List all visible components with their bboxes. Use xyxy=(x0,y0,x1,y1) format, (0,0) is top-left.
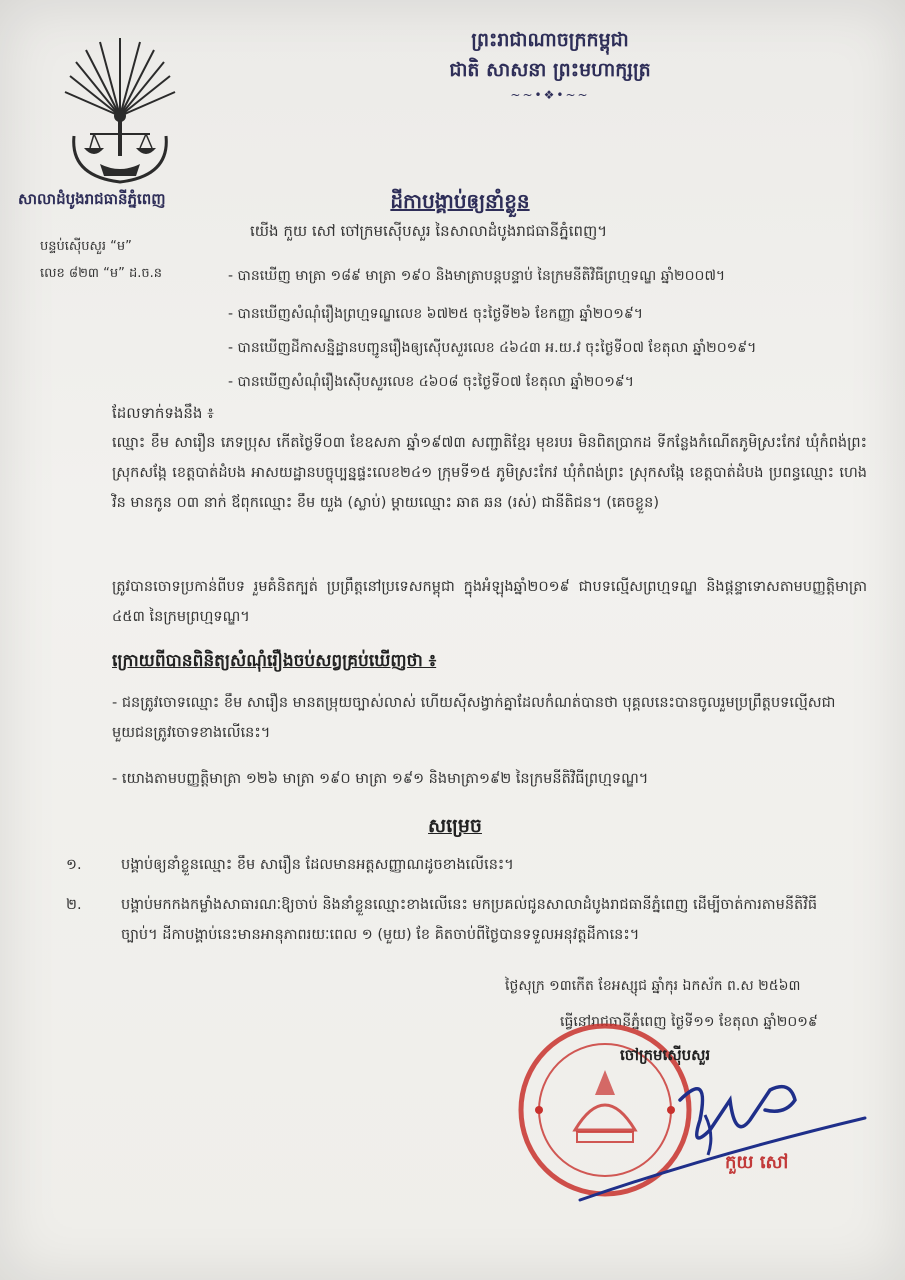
consideration-item: - បានឃើញ មាត្រា ១៨៩ មាត្រា ១៩០ និងមាត្រាបន្តបន្ទាប់ នៃក្រមនីតិវិធីព្រហ្មទណ្ឌ ឆ្នាំ២០០៧។ xyxy=(228,268,726,284)
court-name: សាលាដំបូងរាជធានីភ្នំពេញ xyxy=(18,190,166,208)
order-number: ២. xyxy=(66,897,82,913)
person-paragraph: ឈ្មោះ ខឹម សារឿន ភេទប្រុស កើតថ្ងៃទី០៣ ខែឧសភា ឆ្នាំ១៩៧៣ សញ្ជាតិខ្មែរ មុខរបរ មិនពិតប្រាកដ ទីកន្លែងកំណើតភូមិស្រះកែវ ឃុំកំពង់ព្រះ ស្រុកសង្កែ ខេត្តបាត់ដំបង អាសយដ្ឋានបច្ចុប្បន្នផ្ទះលេខ២៤១ ក្រុមទី១៥ ភូមិស្រះកែវ ឃុំកំពង់ព្រះ ស្រុកសង្កែ ខេត្តបាត់ដំបង ប្រពន្ធឈ្មោះ ហេង វិន មានកូន ០៣ នាក់ ឪពុកឈ្មោះ ខឹម យួង (ស្លាប់) ម្តាយឈ្មោះ ឆាត ឆន (រស់) ជានីតិជន។ (គេចខ្លួន) xyxy=(112,435,867,511)
decision-heading: សម្រេច xyxy=(428,815,482,837)
findings-heading: ក្រោយពីបានពិនិត្យសំណុំរឿងចប់សព្វគ្រប់ឃើញថា ៖ xyxy=(112,651,437,671)
kingdom-heading: ព្រះរាជាណាចក្រកម្ពុជា xyxy=(471,29,629,51)
consideration-item: - បានឃើញសំណុំរឿងស៊ើបសួរលេខ ៤៦០៨ ចុះថ្ងៃទី០៧ ខែតុលា ឆ្នាំ២០១៩។ xyxy=(228,374,634,390)
document-title: ដីកាបង្គាប់ឲ្យនាំខ្លួន xyxy=(390,189,530,213)
consideration-item: - បានឃើញដីកាសន្និដ្ឋានបញ្ជូនរឿងឲ្យស៊ើបសួរលេខ ៤៦៤៣ អ.យ.វ ចុះថ្ងៃទី០៧ ខែតុលា ឆ្នាំ២០១៩។ xyxy=(228,340,757,356)
signatory-title: ចៅក្រមស៊ើបសួរ xyxy=(620,1046,711,1064)
reference-number: លេខ ៨២៣ “ម” ដ.ច.ន xyxy=(40,266,163,281)
court-emblem-icon xyxy=(60,36,180,186)
concerning-label: ដែលទាក់ទងនឹង ៖ xyxy=(112,404,214,422)
ornament-divider: ~~•❖•~~ xyxy=(510,88,590,102)
order-item xyxy=(66,850,866,884)
handwritten-signature xyxy=(560,1060,880,1210)
charge-paragraph: ត្រូវបានចោទប្រកាន់ពីបទ រួមគំនិតក្បត់ ប្រព្រឹត្តនៅប្រទេសកម្ពុជា ក្នុងអំឡុងឆ្នាំ២០១៩ ជាបទល្មើសព្រហ្មទណ្ឌ និងផ្តន្ទាទោសតាមបញ្ញត្តិមាត្រា ៤៥៣ នៃក្រមព្រហ្មទណ្ឌ។ xyxy=(112,579,867,625)
document-subject: យើង កួយ សៅ ចៅក្រមស៊ើបសួរ នៃសាលាដំបូងរាជធានីភ្នំពេញ។ xyxy=(250,222,608,240)
order-item xyxy=(66,890,866,960)
signatory-name: កួយ សៅ xyxy=(725,1152,789,1173)
consideration-item: - បានឃើញសំណុំរឿងព្រហ្មទណ្ឌលេខ ៦៧២៥ ចុះថ្ងៃទី២៦ ខែកញ្ញា ឆ្នាំ២០១៩។ xyxy=(228,306,643,322)
order-number: ១. xyxy=(66,857,82,873)
lunar-date: ថ្ងៃសុក្រ ១៣កើត ខែអស្សុជ ឆ្នាំកុរ ឯកស័ក ព.ស ២៥៦៣ xyxy=(505,978,801,994)
office-label: បន្ទប់ស៊ើបសួរ “ម” xyxy=(40,239,132,254)
finding-item: - យោងតាមបញ្ញត្តិមាត្រា ១២៦ មាត្រា ១៩០ មាត្រា ១៩១ និងមាត្រា១៩២ នៃក្រមនីតិវិធីព្រហ្មទណ្ឌ។ xyxy=(112,771,649,787)
order-text: បង្គាប់មកកងកម្លាំងសាធារណៈឱ្យចាប់ និងនាំខ្លួនឈ្មោះខាងលើនេះ មកប្រគល់ជូនសាលាដំបូងរាជធានីភ្នំពេញ ដើម្បីចាត់ការតាមនីតិវិធីច្បាប់។ ដីកាបង្គាប់នេះមានអានុភាពរយៈពេល ១ (មួយ) ខែ គិតចាប់ពីថ្ងៃបានទទួលអនុវត្តដីកានេះ។ xyxy=(121,897,818,943)
place-date: ធ្វើនៅរាជធានីភ្នំពេញ ថ្ងៃទី១១ ខែតុលា ឆ្នាំ២០១៩ xyxy=(560,1014,818,1030)
finding-item: - ជនត្រូវចោទឈ្មោះ ខឹម សារឿន មានតម្រុយច្បាស់លាស់ ហើយស៊ីសង្វាក់គ្នាដែលកំណត់បានថា បុគ្គលនេះបានចូលរួមប្រព្រឹត្តបទល្មើសជាមួយជនត្រូវចោទខាងលើនេះ។ xyxy=(112,695,836,741)
motto-heading: ជាតិ សាសនា ព្រះមហាក្សត្រ xyxy=(449,59,651,81)
order-text: បង្គាប់ឲ្យនាំខ្លួនឈ្មោះ ខឹម សារឿន ដែលមានអត្តសញ្ញាណដូចខាងលើនេះ។ xyxy=(121,857,514,873)
